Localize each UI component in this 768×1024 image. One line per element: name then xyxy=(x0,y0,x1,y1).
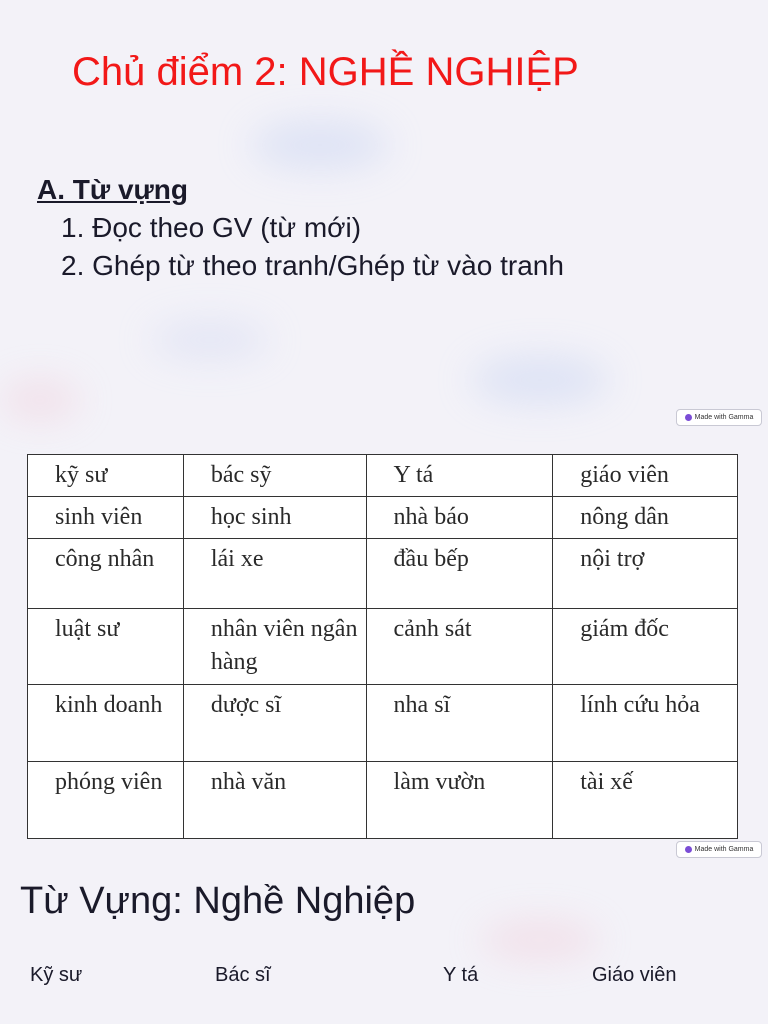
table-row xyxy=(28,685,738,762)
list-item: 2. Ghép từ theo tranh/Ghép từ vào tranh xyxy=(61,250,564,281)
table-cell: nội trợ xyxy=(553,539,738,609)
table-cell: kỹ sư xyxy=(28,455,184,497)
table-cell: nhà báo xyxy=(366,497,553,539)
table-cell: làm vườn xyxy=(366,762,553,839)
background-blob xyxy=(480,920,600,960)
table-cell: Y tá xyxy=(366,455,553,497)
table-cell: sinh viên xyxy=(28,497,184,539)
table-cell: giám đốc xyxy=(553,609,738,685)
made-with-gamma-badge[interactable] xyxy=(676,841,762,858)
table-cell: lính cứu hỏa xyxy=(553,685,738,762)
table-cell: bác sỹ xyxy=(183,455,366,497)
background-blob xyxy=(250,120,390,170)
table-row xyxy=(28,455,738,497)
section-title: Từ Vựng: Nghề Nghiệp xyxy=(20,880,416,922)
badge-label: Made with Gamma xyxy=(694,414,754,421)
page-title: Chủ điểm 2: NGHỀ NGHIỆP xyxy=(72,50,579,94)
table-row xyxy=(28,539,738,609)
table-cell: kinh doanh xyxy=(28,685,184,762)
gamma-logo-icon xyxy=(685,846,692,853)
table-cell: học sinh xyxy=(183,497,366,539)
table-cell: cảnh sát xyxy=(366,609,553,685)
table-cell: tài xế xyxy=(553,762,738,839)
background-blob xyxy=(150,320,270,360)
vocabulary-table xyxy=(27,454,738,839)
table-row xyxy=(28,609,738,685)
vocab-word: Giáo viên xyxy=(592,964,677,986)
table-row xyxy=(28,762,738,839)
gamma-logo-icon xyxy=(685,414,692,421)
table-cell: lái xe xyxy=(183,539,366,609)
list-item: 1. Đọc theo GV (từ mới) xyxy=(61,212,362,243)
table-cell: luật sư xyxy=(28,609,184,685)
table-cell: nông dân xyxy=(553,497,738,539)
vocab-word: Kỹ sư xyxy=(30,964,83,986)
table-cell: nha sĩ xyxy=(366,685,553,762)
table-cell: giáo viên xyxy=(553,455,738,497)
background-blob xyxy=(0,380,80,420)
vocab-word: Y tá xyxy=(443,964,479,986)
table-cell: nhân viên ngân hàng xyxy=(183,609,366,685)
table-row xyxy=(28,497,738,539)
section-heading: A. Từ vựng xyxy=(37,174,188,205)
table-cell: dược sĩ xyxy=(183,685,366,762)
made-with-gamma-badge[interactable] xyxy=(676,409,762,426)
table-cell: nhà văn xyxy=(183,762,366,839)
table-cell: phóng viên xyxy=(28,762,184,839)
table-cell: đầu bếp xyxy=(366,539,553,609)
table-cell: công nhân xyxy=(28,539,184,609)
background-blob xyxy=(470,355,610,405)
badge-label: Made with Gamma xyxy=(694,846,754,853)
vocab-word: Bác sĩ xyxy=(215,964,271,986)
